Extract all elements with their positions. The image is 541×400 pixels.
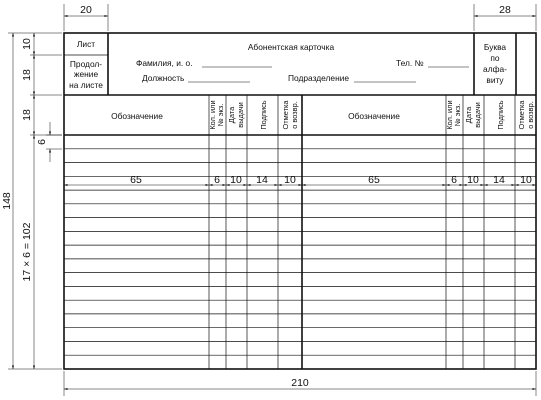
dim-row-18b-label: 18 [21,109,33,121]
svg-text:Подпись: Подпись [259,100,268,130]
dim-col-6a: 6 [214,174,220,186]
signature-header-right [496,100,505,129]
dimension-left-10 [21,33,34,55]
issue-date-header-right [464,102,482,127]
return-mark-header-right [517,100,535,130]
card-title: Абонентская карточка [247,42,335,52]
return-mark-header-left [281,100,299,130]
dim-row-10-label: 10 [21,38,33,50]
dim-col-10a: 10 [230,174,242,186]
sheet-label: Лист [76,39,96,49]
dimension-left-total [1,33,13,369]
svg-text:Дата: Дата [464,106,473,124]
signature-header-left [259,100,268,129]
dim-bottom-label: 210 [291,377,309,389]
dimension-left-6 [36,122,62,162]
dim-col-10d: 10 [520,174,532,186]
designation-header-left: Обозначение [111,111,163,121]
surname-label: Фамилия, и. о. [136,58,193,68]
dimension-left-18a [21,55,34,95]
column-dimensions [64,174,536,186]
svg-text:о возвр.: о возвр. [290,101,299,129]
dimension-top-left [64,4,108,31]
svg-text:о возвр.: о возвр. [526,101,535,129]
dim-col-10c: 10 [467,174,479,186]
dim-row-18a-label: 18 [21,69,33,81]
letter-label-2: по [490,53,500,63]
svg-text:№ экз.: № экз. [216,103,225,127]
phone-label: Тел. № [396,58,424,68]
quantity-header-right [445,100,462,129]
dimension-bottom [64,371,536,396]
continuation-label-1: Продол- [69,59,103,69]
position-label: Должность [142,73,185,83]
dim-col-10b: 10 [284,174,296,186]
continuation-label-2: жение [73,69,99,79]
dim-col-14a: 14 [256,174,268,186]
department-label: Подразделение [288,73,350,83]
quantity-header-left [208,100,225,129]
dim-col-6b: 6 [451,174,457,186]
svg-text:Кол. или: Кол. или [445,100,454,130]
svg-text:Подпись: Подпись [496,100,505,130]
left-extension-lines [8,33,62,369]
svg-text:№ экз.: № экз. [453,103,462,127]
svg-text:выдачи: выдачи [236,102,245,128]
dim-row-6-label: 6 [36,139,48,145]
svg-text:Дата: Дата [227,106,236,124]
dimension-top-right [474,4,536,31]
svg-text:выдачи: выдачи [473,102,482,128]
letter-label-1: Буква [483,42,507,52]
dimension-left-18b [21,95,34,135]
dim-col-65b: 65 [368,174,380,186]
dim-col-14b: 14 [493,174,505,186]
svg-text:Отметка: Отметка [281,100,290,130]
continuation-label-3: на листе [69,80,103,90]
dim-col-65a: 65 [130,174,142,186]
svg-text:Отметка: Отметка [517,100,526,130]
letter-label-3: алфа- [483,64,507,74]
dim-top-left-label: 20 [80,4,92,16]
dim-left-rows-label: 17 × 6 = 102 [21,222,33,282]
designation-header-right: Обозначение [348,111,400,121]
dim-left-total-label: 148 [1,192,13,210]
letter-label-4: виту [486,75,504,85]
svg-text:Кол. или: Кол. или [208,100,217,130]
card-frame [64,33,536,369]
dimension-left-rows [21,135,34,369]
issue-date-header-left [227,102,245,127]
dim-top-right-label: 28 [499,4,511,16]
